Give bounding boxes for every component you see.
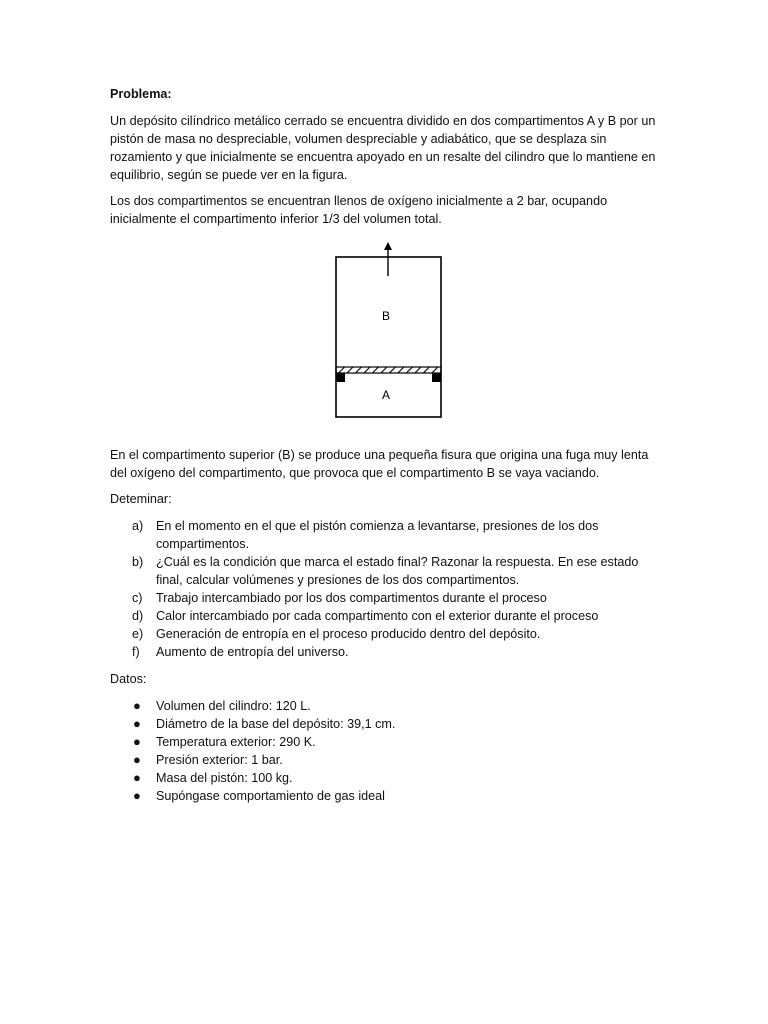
list-item-text: Trabajo intercambiado por los dos compartimentos durante el proceso (156, 591, 547, 605)
cylinder-figure (110, 240, 660, 432)
list-item (110, 697, 660, 715)
list-item (110, 751, 660, 769)
compartment-b-label: B (381, 309, 391, 323)
list-item-text: Temperatura exterior: 290 K. (156, 735, 316, 749)
bullet-icon: ● (133, 770, 141, 785)
list-item-text: Presión exterior: 1 bar. (156, 753, 283, 767)
ledge-right (432, 373, 441, 382)
list-marker: d) (132, 609, 144, 623)
list-marker: b) (132, 555, 144, 569)
list-item (110, 607, 660, 625)
list-item (110, 589, 660, 607)
list-item (110, 553, 660, 589)
list-item-text: Aumento de entropía del universo. (156, 645, 349, 659)
list-marker: a) (132, 519, 144, 533)
ledge-left (336, 373, 345, 382)
list-item-text: Supóngase comportamiento de gas ideal (156, 789, 385, 803)
list-item-text: Generación de entropía en el proceso producido dentro del depósito. (156, 627, 541, 641)
list-item (110, 769, 660, 787)
data-list (110, 697, 660, 805)
problem-paragraph-2: Los dos compartimentos se encuentran llenos de oxígeno inicialmente a 2 bar, ocupando inicialmente el compartimento inferior 1/3 del volumen total. (110, 194, 608, 226)
list-item (110, 625, 660, 643)
list-item (110, 715, 660, 733)
cylinder-diagram (335, 240, 445, 420)
list-marker: e) (132, 627, 144, 641)
problem-paragraph-1: Un depósito cilíndrico metálico cerrado se encuentra dividido en dos compartimentos A y B por un pistón de masa no despreciable, volumen despreciable y adiabático, que se desplaza sin rozamiento y que inicialmente se encuentra apoyado en un resalte del cilindro que lo mantiene en equilibrio, según se puede ver en la figura. (110, 114, 656, 182)
problem-heading: Problema: (110, 87, 172, 101)
bullet-icon: ● (133, 734, 141, 749)
leak-paragraph: En el compartimento superior (B) se produce una pequeña fisura que origina una fuga muy lenta del oxígeno del compartimento, que provoca que el compartimento B se vaya vaciando. (110, 448, 649, 480)
list-item-text: ¿Cuál es la condición que marca el estado final? Razonar la respuesta. En ese estado final, calcular volúmenes y presiones de los dos compartimentos. (156, 555, 639, 587)
bullet-icon: ● (133, 716, 141, 731)
list-item (110, 643, 660, 661)
bullet-icon: ● (133, 698, 141, 713)
list-item (110, 733, 660, 751)
data-heading: Datos: (110, 672, 147, 686)
leak-arrow-head (384, 242, 392, 250)
piston (336, 367, 441, 373)
list-item-text: Diámetro de la base del depósito: 39,1 cm. (156, 717, 396, 731)
bullet-icon: ● (133, 788, 141, 803)
list-item-text: Calor intercambiado por cada compartimento con el exterior durante el proceso (156, 609, 599, 623)
list-item-text: Masa del pistón: 100 kg. (156, 771, 293, 785)
list-marker: c) (132, 591, 143, 605)
document-content (110, 85, 660, 805)
list-item (110, 517, 660, 553)
determine-list (110, 517, 660, 661)
determine-heading: Deteminar: (110, 492, 172, 506)
list-item-text: En el momento en el que el pistón comienza a levantarse, presiones de los dos compartimentos. (156, 519, 599, 551)
compartment-a-label: A (381, 388, 391, 402)
list-item (110, 787, 660, 805)
list-marker: f) (132, 645, 140, 659)
bullet-icon: ● (133, 752, 141, 767)
list-item-text: Volumen del cilindro: 120 L. (156, 699, 311, 713)
